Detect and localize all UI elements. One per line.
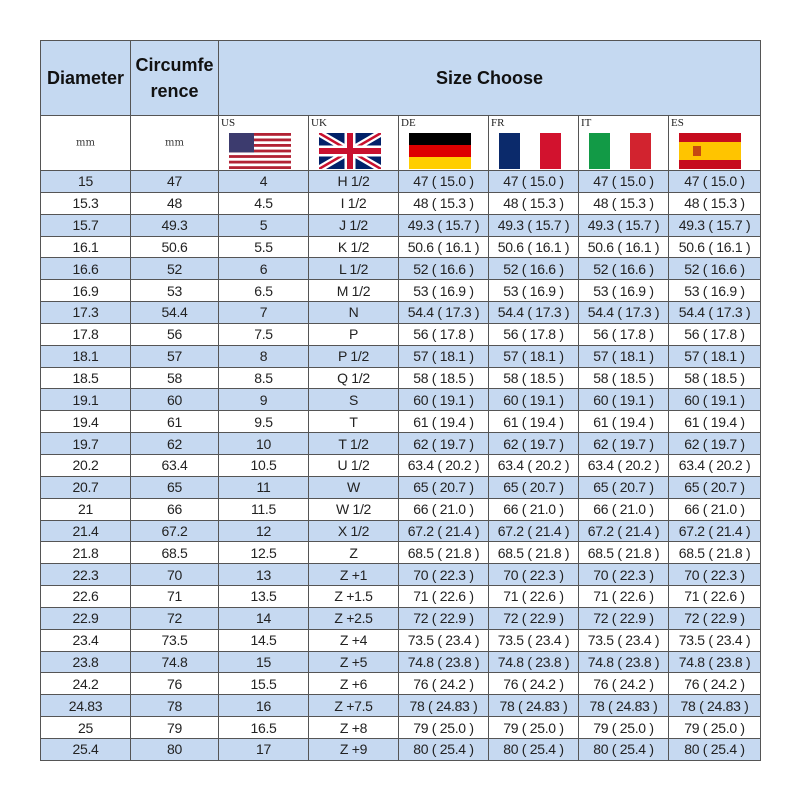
de-size-cell: 72 ( 22.9 )	[399, 607, 489, 629]
uk-size-cell: Z +6	[309, 673, 399, 695]
fr-flag-icon	[499, 133, 561, 169]
diameter-cell: 21.8	[41, 542, 131, 564]
fr-size-cell: 66 ( 21.0 )	[489, 498, 579, 520]
table-row	[41, 389, 761, 411]
de-size-cell: 62 ( 19.7 )	[399, 433, 489, 455]
circumference-cell: 57	[131, 345, 219, 367]
es-size-cell: 72 ( 22.9 )	[669, 607, 761, 629]
country-es	[669, 116, 761, 171]
it-size-cell: 49.3 ( 15.7 )	[579, 214, 669, 236]
de-size-cell: 60 ( 19.1 )	[399, 389, 489, 411]
uk-size-cell: Z +9	[309, 738, 399, 760]
diameter-cell: 24.83	[41, 695, 131, 717]
country-code: US	[221, 117, 236, 129]
fr-size-cell: 65 ( 20.7 )	[489, 476, 579, 498]
table-row	[41, 367, 761, 389]
diameter-cell: 20.7	[41, 476, 131, 498]
es-size-cell: 70 ( 22.3 )	[669, 564, 761, 586]
us-size-cell: 16.5	[219, 717, 309, 739]
es-size-cell: 53 ( 16.9 )	[669, 280, 761, 302]
uk-size-cell: Q 1/2	[309, 367, 399, 389]
circumference-cell: 76	[131, 673, 219, 695]
uk-flag-icon	[319, 133, 381, 169]
de-size-cell: 50.6 ( 16.1 )	[399, 236, 489, 258]
it-size-cell: 57 ( 18.1 )	[579, 345, 669, 367]
us-size-cell: 11	[219, 476, 309, 498]
es-size-cell: 61 ( 19.4 )	[669, 411, 761, 433]
table-row	[41, 542, 761, 564]
it-size-cell: 48 ( 15.3 )	[579, 192, 669, 214]
de-size-cell: 67.2 ( 21.4 )	[399, 520, 489, 542]
fr-size-cell: 72 ( 22.9 )	[489, 607, 579, 629]
circumference-cell: 49.3	[131, 214, 219, 236]
fr-size-cell: 74.8 ( 23.8 )	[489, 651, 579, 673]
table-row	[41, 695, 761, 717]
fr-size-cell: 50.6 ( 16.1 )	[489, 236, 579, 258]
it-size-cell: 73.5 ( 23.4 )	[579, 629, 669, 651]
es-size-cell: 62 ( 19.7 )	[669, 433, 761, 455]
es-size-cell: 73.5 ( 23.4 )	[669, 629, 761, 651]
diameter-cell: 21	[41, 498, 131, 520]
it-size-cell: 50.6 ( 16.1 )	[579, 236, 669, 258]
es-size-cell: 54.4 ( 17.3 )	[669, 302, 761, 324]
country-it	[579, 116, 669, 171]
uk-size-cell: Z +4	[309, 629, 399, 651]
circumference-unit: mm	[165, 137, 184, 149]
uk-size-cell: I 1/2	[309, 192, 399, 214]
fr-size-cell: 70 ( 22.3 )	[489, 564, 579, 586]
de-size-cell: 49.3 ( 15.7 )	[399, 214, 489, 236]
us-size-cell: 4.5	[219, 192, 309, 214]
es-size-cell: 57 ( 18.1 )	[669, 345, 761, 367]
it-size-cell: 60 ( 19.1 )	[579, 389, 669, 411]
table-row	[41, 171, 761, 193]
table-row	[41, 673, 761, 695]
circumference-cell: 71	[131, 586, 219, 608]
de-size-cell: 66 ( 21.0 )	[399, 498, 489, 520]
uk-size-cell: Z +5	[309, 651, 399, 673]
uk-size-cell: Z +7.5	[309, 695, 399, 717]
table-row	[41, 433, 761, 455]
country-fr	[489, 116, 579, 171]
it-size-cell: 47 ( 15.0 )	[579, 171, 669, 193]
de-size-cell: 52 ( 16.6 )	[399, 258, 489, 280]
uk-size-cell: P 1/2	[309, 345, 399, 367]
uk-size-cell: Z +1.5	[309, 586, 399, 608]
diameter-cell: 23.8	[41, 651, 131, 673]
de-size-cell: 78 ( 24.83 )	[399, 695, 489, 717]
fr-size-cell: 48 ( 15.3 )	[489, 192, 579, 214]
table-row	[41, 214, 761, 236]
table-row	[41, 236, 761, 258]
es-size-cell: 71 ( 22.6 )	[669, 586, 761, 608]
de-flag-icon	[409, 133, 471, 169]
es-size-cell: 52 ( 16.6 )	[669, 258, 761, 280]
table-row	[41, 520, 761, 542]
es-flag-icon	[679, 133, 741, 169]
us-size-cell: 9	[219, 389, 309, 411]
us-size-cell: 5.5	[219, 236, 309, 258]
country-code: IT	[581, 117, 592, 129]
fr-size-cell: 53 ( 16.9 )	[489, 280, 579, 302]
fr-size-cell: 62 ( 19.7 )	[489, 433, 579, 455]
es-size-cell: 47 ( 15.0 )	[669, 171, 761, 193]
it-size-cell: 66 ( 21.0 )	[579, 498, 669, 520]
uk-size-cell: Z +2.5	[309, 607, 399, 629]
uk-size-cell: S	[309, 389, 399, 411]
us-size-cell: 8.5	[219, 367, 309, 389]
flag-row	[41, 116, 761, 171]
circumference-cell: 54.4	[131, 302, 219, 324]
uk-size-cell: K 1/2	[309, 236, 399, 258]
es-size-cell: 63.4 ( 20.2 )	[669, 454, 761, 476]
table-row	[41, 411, 761, 433]
table-row	[41, 258, 761, 280]
de-size-cell: 73.5 ( 23.4 )	[399, 629, 489, 651]
de-size-cell: 76 ( 24.2 )	[399, 673, 489, 695]
table-row	[41, 302, 761, 324]
table-row	[41, 476, 761, 498]
fr-size-cell: 58 ( 18.5 )	[489, 367, 579, 389]
diameter-cell: 15	[41, 171, 131, 193]
country-code: ES	[671, 117, 684, 129]
de-size-cell: 63.4 ( 20.2 )	[399, 454, 489, 476]
fr-size-cell: 78 ( 24.83 )	[489, 695, 579, 717]
us-size-cell: 15	[219, 651, 309, 673]
country-code: DE	[401, 117, 416, 129]
it-size-cell: 67.2 ( 21.4 )	[579, 520, 669, 542]
it-size-cell: 58 ( 18.5 )	[579, 367, 669, 389]
de-size-cell: 80 ( 25.4 )	[399, 738, 489, 760]
us-size-cell: 12.5	[219, 542, 309, 564]
diameter-cell: 17.8	[41, 323, 131, 345]
circumference-cell: 48	[131, 192, 219, 214]
uk-size-cell: U 1/2	[309, 454, 399, 476]
ring-size-chart	[40, 40, 761, 761]
diameter-unit: mm	[76, 137, 95, 149]
uk-size-cell: Z +8	[309, 717, 399, 739]
fr-size-cell: 67.2 ( 21.4 )	[489, 520, 579, 542]
diameter-cell: 16.9	[41, 280, 131, 302]
diameter-cell: 17.3	[41, 302, 131, 324]
circumference-cell: 66	[131, 498, 219, 520]
it-size-cell: 79 ( 25.0 )	[579, 717, 669, 739]
diameter-cell: 20.2	[41, 454, 131, 476]
us-size-cell: 4	[219, 171, 309, 193]
circumference-cell: 78	[131, 695, 219, 717]
circumference-cell: 67.2	[131, 520, 219, 542]
uk-size-cell: Z +1	[309, 564, 399, 586]
de-size-cell: 58 ( 18.5 )	[399, 367, 489, 389]
us-size-cell: 5	[219, 214, 309, 236]
fr-size-cell: 52 ( 16.6 )	[489, 258, 579, 280]
diameter-cell: 23.4	[41, 629, 131, 651]
country-uk	[309, 116, 399, 171]
table-row	[41, 280, 761, 302]
circumference-cell: 52	[131, 258, 219, 280]
table-row	[41, 651, 761, 673]
uk-size-cell: N	[309, 302, 399, 324]
it-size-cell: 61 ( 19.4 )	[579, 411, 669, 433]
circumference-cell: 56	[131, 323, 219, 345]
circumference-cell: 47	[131, 171, 219, 193]
circumference-cell: 79	[131, 717, 219, 739]
diameter-cell: 19.1	[41, 389, 131, 411]
diameter-cell: 25	[41, 717, 131, 739]
size-rows	[41, 171, 761, 761]
us-size-cell: 17	[219, 738, 309, 760]
de-size-cell: 61 ( 19.4 )	[399, 411, 489, 433]
es-size-cell: 78 ( 24.83 )	[669, 695, 761, 717]
table-row	[41, 717, 761, 739]
es-size-cell: 49.3 ( 15.7 )	[669, 214, 761, 236]
circumference-cell: 70	[131, 564, 219, 586]
us-size-cell: 10.5	[219, 454, 309, 476]
de-size-cell: 74.8 ( 23.8 )	[399, 651, 489, 673]
table-row	[41, 607, 761, 629]
it-size-cell: 80 ( 25.4 )	[579, 738, 669, 760]
diameter-cell: 22.6	[41, 586, 131, 608]
es-size-cell: 68.5 ( 21.8 )	[669, 542, 761, 564]
us-size-cell: 13.5	[219, 586, 309, 608]
circumference-cell: 72	[131, 607, 219, 629]
circumference-cell: 63.4	[131, 454, 219, 476]
table-row	[41, 586, 761, 608]
diameter-cell: 16.1	[41, 236, 131, 258]
it-size-cell: 72 ( 22.9 )	[579, 607, 669, 629]
uk-size-cell: W 1/2	[309, 498, 399, 520]
it-size-cell: 56 ( 17.8 )	[579, 323, 669, 345]
us-size-cell: 14	[219, 607, 309, 629]
es-size-cell: 56 ( 17.8 )	[669, 323, 761, 345]
it-size-cell: 52 ( 16.6 )	[579, 258, 669, 280]
diameter-cell: 22.9	[41, 607, 131, 629]
de-size-cell: 71 ( 22.6 )	[399, 586, 489, 608]
country-code: UK	[311, 117, 327, 129]
es-size-cell: 67.2 ( 21.4 )	[669, 520, 761, 542]
uk-size-cell: Z	[309, 542, 399, 564]
fr-size-cell: 73.5 ( 23.4 )	[489, 629, 579, 651]
es-size-cell: 66 ( 21.0 )	[669, 498, 761, 520]
diameter-cell: 19.4	[41, 411, 131, 433]
us-size-cell: 10	[219, 433, 309, 455]
de-size-cell: 53 ( 16.9 )	[399, 280, 489, 302]
es-size-cell: 79 ( 25.0 )	[669, 717, 761, 739]
circumference-cell: 74.8	[131, 651, 219, 673]
fr-size-cell: 80 ( 25.4 )	[489, 738, 579, 760]
de-size-cell: 65 ( 20.7 )	[399, 476, 489, 498]
it-flag-icon	[589, 133, 651, 169]
es-size-cell: 50.6 ( 16.1 )	[669, 236, 761, 258]
uk-size-cell: T 1/2	[309, 433, 399, 455]
de-size-cell: 57 ( 18.1 )	[399, 345, 489, 367]
us-size-cell: 14.5	[219, 629, 309, 651]
uk-size-cell: H 1/2	[309, 171, 399, 193]
fr-size-cell: 61 ( 19.4 )	[489, 411, 579, 433]
us-size-cell: 6.5	[219, 280, 309, 302]
fr-size-cell: 60 ( 19.1 )	[489, 389, 579, 411]
uk-size-cell: M 1/2	[309, 280, 399, 302]
fr-size-cell: 47 ( 15.0 )	[489, 171, 579, 193]
de-size-cell: 70 ( 22.3 )	[399, 564, 489, 586]
diameter-cell: 22.3	[41, 564, 131, 586]
de-size-cell: 79 ( 25.0 )	[399, 717, 489, 739]
fr-size-cell: 63.4 ( 20.2 )	[489, 454, 579, 476]
de-size-cell: 68.5 ( 21.8 )	[399, 542, 489, 564]
circumference-cell: 65	[131, 476, 219, 498]
us-size-cell: 7	[219, 302, 309, 324]
fr-size-cell: 49.3 ( 15.7 )	[489, 214, 579, 236]
diameter-cell: 25.4	[41, 738, 131, 760]
es-size-cell: 58 ( 18.5 )	[669, 367, 761, 389]
es-size-cell: 80 ( 25.4 )	[669, 738, 761, 760]
uk-size-cell: W	[309, 476, 399, 498]
us-flag-icon	[229, 133, 291, 169]
es-size-cell: 74.8 ( 23.8 )	[669, 651, 761, 673]
it-size-cell: 63.4 ( 20.2 )	[579, 454, 669, 476]
es-size-cell: 76 ( 24.2 )	[669, 673, 761, 695]
us-size-cell: 13	[219, 564, 309, 586]
circumference-cell: 60	[131, 389, 219, 411]
diameter-cell: 15.7	[41, 214, 131, 236]
us-size-cell: 12	[219, 520, 309, 542]
es-size-cell: 48 ( 15.3 )	[669, 192, 761, 214]
it-size-cell: 65 ( 20.7 )	[579, 476, 669, 498]
circumference-cell: 68.5	[131, 542, 219, 564]
it-size-cell: 78 ( 24.83 )	[579, 695, 669, 717]
uk-size-cell: T	[309, 411, 399, 433]
fr-size-cell: 57 ( 18.1 )	[489, 345, 579, 367]
table-row	[41, 629, 761, 651]
circumference-cell: 80	[131, 738, 219, 760]
us-size-cell: 16	[219, 695, 309, 717]
es-size-cell: 65 ( 20.7 )	[669, 476, 761, 498]
it-size-cell: 68.5 ( 21.8 )	[579, 542, 669, 564]
country-de	[399, 116, 489, 171]
diameter-cell: 21.4	[41, 520, 131, 542]
size-choose-header: Size Choose	[219, 41, 761, 116]
de-size-cell: 48 ( 15.3 )	[399, 192, 489, 214]
es-size-cell: 60 ( 19.1 )	[669, 389, 761, 411]
fr-size-cell: 68.5 ( 21.8 )	[489, 542, 579, 564]
de-size-cell: 54.4 ( 17.3 )	[399, 302, 489, 324]
us-size-cell: 15.5	[219, 673, 309, 695]
it-size-cell: 62 ( 19.7 )	[579, 433, 669, 455]
country-us	[219, 116, 309, 171]
fr-size-cell: 76 ( 24.2 )	[489, 673, 579, 695]
uk-size-cell: J 1/2	[309, 214, 399, 236]
fr-size-cell: 79 ( 25.0 )	[489, 717, 579, 739]
circumference-header: Circumfe rence	[131, 41, 219, 116]
it-size-cell: 53 ( 16.9 )	[579, 280, 669, 302]
circumference-cell: 53	[131, 280, 219, 302]
diameter-cell: 24.2	[41, 673, 131, 695]
diameter-cell: 19.7	[41, 433, 131, 455]
table-row	[41, 323, 761, 345]
table-row	[41, 498, 761, 520]
circumference-cell: 73.5	[131, 629, 219, 651]
country-code: FR	[491, 117, 505, 129]
uk-size-cell: L 1/2	[309, 258, 399, 280]
us-size-cell: 8	[219, 345, 309, 367]
fr-size-cell: 71 ( 22.6 )	[489, 586, 579, 608]
diameter-cell: 18.1	[41, 345, 131, 367]
uk-size-cell: X 1/2	[309, 520, 399, 542]
header-row	[41, 41, 761, 116]
it-size-cell: 74.8 ( 23.8 )	[579, 651, 669, 673]
circumference-cell: 58	[131, 367, 219, 389]
fr-size-cell: 54.4 ( 17.3 )	[489, 302, 579, 324]
us-size-cell: 6	[219, 258, 309, 280]
table-row	[41, 738, 761, 760]
fr-size-cell: 56 ( 17.8 )	[489, 323, 579, 345]
circumference-cell: 61	[131, 411, 219, 433]
diameter-cell: 18.5	[41, 367, 131, 389]
circumference-cell: 50.6	[131, 236, 219, 258]
diameter-cell: 15.3	[41, 192, 131, 214]
us-size-cell: 9.5	[219, 411, 309, 433]
us-size-cell: 11.5	[219, 498, 309, 520]
table-row	[41, 564, 761, 586]
it-size-cell: 70 ( 22.3 )	[579, 564, 669, 586]
diameter-header: Diameter	[41, 41, 131, 116]
table-row	[41, 345, 761, 367]
table-row	[41, 454, 761, 476]
us-size-cell: 7.5	[219, 323, 309, 345]
circumference-cell: 62	[131, 433, 219, 455]
de-size-cell: 56 ( 17.8 )	[399, 323, 489, 345]
diameter-cell: 16.6	[41, 258, 131, 280]
it-size-cell: 71 ( 22.6 )	[579, 586, 669, 608]
it-size-cell: 54.4 ( 17.3 )	[579, 302, 669, 324]
uk-size-cell: P	[309, 323, 399, 345]
table-row	[41, 192, 761, 214]
de-size-cell: 47 ( 15.0 )	[399, 171, 489, 193]
it-size-cell: 76 ( 24.2 )	[579, 673, 669, 695]
